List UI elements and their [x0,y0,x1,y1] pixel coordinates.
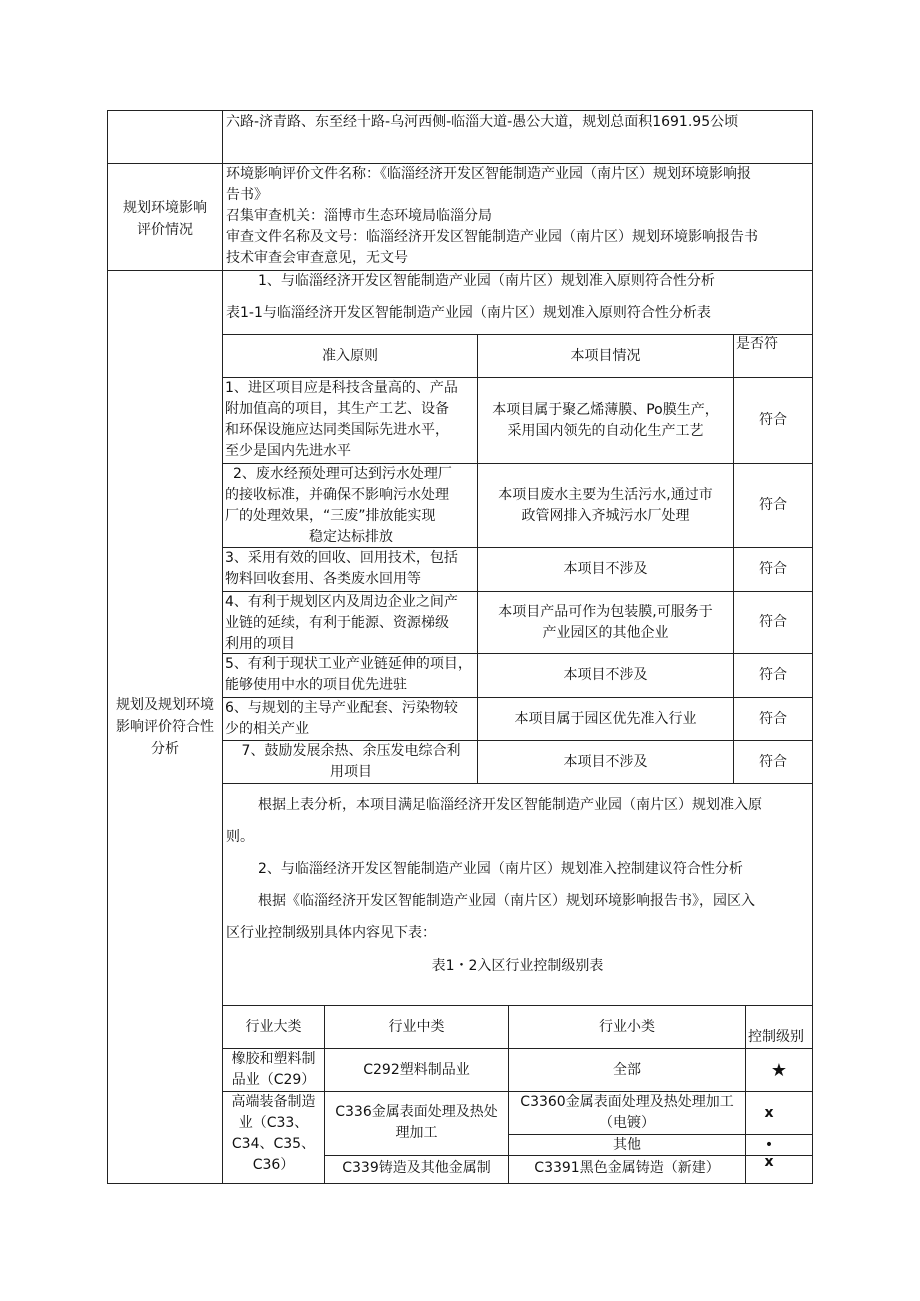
row3-label-line: 规划及规划环境 [116,697,214,713]
table-row: 5、有利于现状工业产业链延伸的项目， 能够使用中水的项目优先进驻 [225,656,472,693]
table1-situation: 本项目不涉及 [563,667,648,683]
outer-left-line [107,110,108,1184]
table2-major: 橡胶和塑料制 品业（C29） [231,1051,316,1088]
heading-2: 2、与临淄经济开发区智能制造产业园（南片区）规划准入控制建议符合性分析 [258,861,743,877]
para2-line: 根据《临淄经济开发区智能制造产业园（南片区）规划环境影响报告书》，园区入 [258,893,755,909]
table-row: 4、有利于规划区内及周边企业之间产 业链的延续，有利于能源、资源梯级 利用的项目 [225,594,458,652]
table1-result: 符合 [759,667,787,683]
row2-label-line: 评价情况 [137,222,193,238]
table2-major: 高端装备制造 业（C33、 C34、C35、 C36） [231,1094,316,1173]
table2-title: 表1・2入区行业控制级别表 [431,958,604,974]
row3-label-line: 分析 [151,741,179,757]
table2-minor: 全部 [613,1061,641,1078]
table-row: 1、进区项目应是科技含量高的、产品 附加值高的项目，其生产工艺、设备 和环保设施应达同类国际先进水平， 至少是国内先进水平 [225,380,458,459]
row2-line: 审查文件名称及文号：临淄经济开发区智能制造产业园（南片区）规划环境影响报告书 [226,229,758,245]
table2-header-minor: 行业小类 [599,1018,655,1035]
table1-result: 符合 [759,753,787,770]
table1-situation: 本项目废水主要为生活污水,通过市 政管网排入齐城污水厂处理 [498,486,713,524]
table1-header-principle: 准入原则 [322,347,378,364]
table1-result: 符合 [759,412,787,428]
table1-situation: 本项目属于园区优先准入行业 [514,710,697,727]
row3-label-line: 影响评价符合性 [116,719,214,735]
cross-icon: x [764,1104,774,1121]
row1-text: 六路-济青路、东至经十路-乌河西侧-临淄大道-愚公大道，规划总面积1691.95公顷 [226,114,739,130]
conclusion-line: 根据上表分析，本项目满足临淄经济开发区智能制造产业园（南片区）规划准入原 [258,797,762,813]
table2-header-major: 行业大类 [245,1018,302,1035]
table1-result: 符合 [759,710,787,727]
para2-line: 区行业控制级别具体内容见下表： [226,925,436,941]
table-row: 2、废水经预处理可达到污水处理厂 的接收标准，并确保不影响污水处理 厂的处理效果，“三废”排放能实现 稳定达标排放 [225,466,452,545]
table-row: 3、采用有效的回收、回用技术，包括 物料回收套用、各类废水回用等 [225,550,458,587]
star-icon: ★ [770,1059,788,1081]
heading-1: 1、与临淄经济开发区智能制造产业园（南片区）规划准入原则符合性分析 [258,273,715,289]
row2-label [108,197,222,241]
table1-situation: 本项目产品可作为包装膜,可服务于 产业园区的其他企业 [498,603,713,641]
row2-line: 告书》 [226,187,268,203]
row2-content [226,164,758,269]
table2-mid: C336金属表面处理及热处 理加工 [335,1104,498,1141]
table2-mid: C339铸造及其他金属制 [342,1159,491,1176]
table1-result: 符合 [759,497,787,513]
row2-line: 环境影响评价文件名称：《临淄经济开发区智能制造产业园（南片区）规划环境影响报 [226,166,751,182]
table1-result: 符合 [759,561,787,577]
table2-mid: C292塑料制品业 [363,1061,470,1078]
row2-line: 技术审查会审查意见，无文号 [226,250,408,266]
table1-result: 符合 [759,614,787,630]
table1-situation: 本项目属于聚乙烯薄膜、Po膜生产， 采用国内领先的自动化生产工艺 [492,401,719,439]
table1-title: 表1-1与临淄经济开发区智能制造产业园（南片区）规划准入原则符合性分析表 [226,305,711,321]
table2-header-level: 控制级别 [748,1029,804,1045]
table1-header-situation: 本项目情况 [570,347,641,364]
row2-line: 召集审查机关：淄博市生态环境局临淄分局 [226,208,492,224]
table1-situation: 本项目不涉及 [563,753,648,770]
row2-label-line: 规划环境影响 [123,200,207,216]
table2-header-mid: 行业中类 [388,1018,445,1035]
row3-label [108,694,222,760]
table-row: 6、与规划的主导产业配套、污染物较 少的相关产业 [225,700,458,737]
table-row: 7、鼓励发展余热、余压发电综合利 用项目 [241,743,461,780]
dot-icon: • [764,1136,774,1153]
table2-minor: C3391黑色金属铸造（新建） [534,1159,720,1176]
table1-situation: 本项目不涉及 [563,561,648,577]
table2-minor: 其他 [613,1136,641,1153]
table2-minor: C3360金属表面处理及热处理加工 （电镀） [520,1094,734,1131]
cross-icon: x [764,1153,774,1170]
table1-header-result: 是否符 [736,336,778,352]
outer-right-line [812,110,813,1184]
conclusion-line: 则。 [226,829,254,845]
outer-bottom-line [107,1183,813,1184]
